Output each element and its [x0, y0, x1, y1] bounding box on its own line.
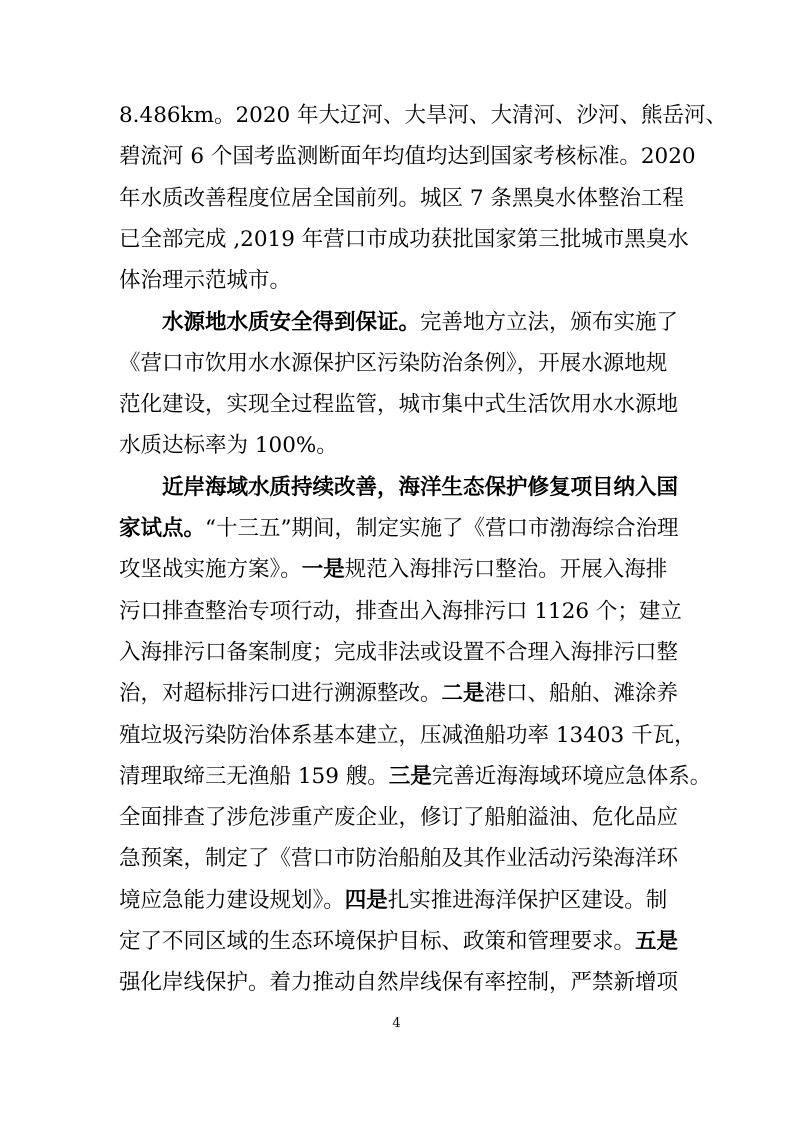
text-line [119, 723, 696, 749]
text-segment: 完善近海海域环境应急体系。 [431, 763, 712, 789]
text-line [119, 433, 338, 459]
text-segment: 定了不同区域的生态环境保护目标、政策和管理要求。 [119, 929, 636, 954]
text-line [119, 888, 667, 914]
text-line [119, 929, 678, 955]
text-line [162, 310, 678, 336]
page-number: 4 [392, 1016, 401, 1031]
bold-heading: 五是 [635, 929, 679, 954]
bold-heading: 家试点。 [119, 516, 206, 541]
bold-heading: 近岸海域水质持续改善，海洋生态保护修复项目纳入国 [162, 474, 679, 500]
text-segment: 急预案，制定了《营口市防治船舶及其作业活动污染海洋环 [119, 846, 679, 872]
bold-heading: 四是 [344, 887, 388, 913]
text-segment: 强化岸线保护。着力推动自然岸线保有率控制，严禁新增项 [119, 970, 679, 996]
text-segment: 碧流河 6 个国考监测断面年均值均达到国家考核标准。2020 [119, 144, 696, 170]
text-segment: 水质达标率为 100%。 [119, 433, 338, 459]
text-line [119, 681, 678, 707]
text-segment: 规范入海排污口整治。开展入海排 [344, 557, 668, 583]
text-line [119, 268, 291, 294]
text-segment: 已全部完成 ,2019 年营口市成功获批国家第三批城市黑臭水 [119, 226, 689, 252]
bold-heading: 一是 [301, 557, 345, 583]
text-line [119, 144, 696, 170]
text-segment: 污口排查整治专项行动，排查出入海排污口 1126 个；建立 [119, 598, 682, 624]
text-line [119, 186, 684, 212]
text-segment: 殖垃圾污染防治体系基本建立，压减渔船功率 13403 千瓦， [119, 722, 696, 748]
text-segment: 港口、船舶、滩涂养 [484, 681, 679, 707]
text-segment: 清理取缔三无渔船 159 艘。 [119, 763, 389, 789]
text-line [162, 475, 678, 501]
bold-heading: 三是 [388, 763, 432, 789]
text-segment: 范化建设，实现全过程监管，城市集中式生活饮用水水源地 [119, 392, 679, 418]
text-segment: 境应急能力建设规划》。 [119, 887, 345, 913]
bold-heading: 二是 [441, 681, 485, 707]
text-segment: 全面排查了涉危涉重产废企业，修订了船舶溢油、危化品应 [119, 805, 679, 831]
text-segment: 治，对超标排污口进行溯源整改。 [119, 681, 442, 707]
text-segment: 8.486km。2020 年大辽河、大旱河、大清河、沙河、熊岳河、 [119, 103, 728, 128]
text-line [119, 351, 667, 377]
text-segment: 《营口市饮用水水源保护区污染防治条例》，开展水源地规 [119, 350, 668, 376]
text-line [119, 640, 678, 666]
text-segment: 攻坚战实施方案》。 [119, 557, 302, 583]
text-line [119, 599, 682, 625]
text-line [119, 557, 667, 583]
text-line [119, 392, 678, 418]
text-segment: 年水质改善程度位居全国前列。城区 7 条黑臭水体整治工程 [119, 185, 684, 211]
text-line [119, 805, 678, 831]
text-segment: 体治理示范城市。 [119, 268, 292, 294]
text-line [119, 970, 678, 996]
text-segment: “十三五”期间，制定实施了《营口市渤海综合治理 [205, 516, 679, 541]
bold-heading: 水源地水质安全得到保证。 [162, 309, 421, 335]
text-segment: 入海排污口备案制度；完成非法或设置不合理入海排污口整 [119, 639, 679, 665]
text-segment: 扎实推进海洋保护区建设。制 [387, 887, 668, 913]
text-line [119, 516, 679, 542]
text-line [119, 103, 727, 129]
text-line [119, 764, 711, 790]
text-segment: 完善地方立法，颁布实施了 [420, 309, 679, 335]
text-line [119, 227, 689, 253]
text-line [119, 846, 678, 872]
